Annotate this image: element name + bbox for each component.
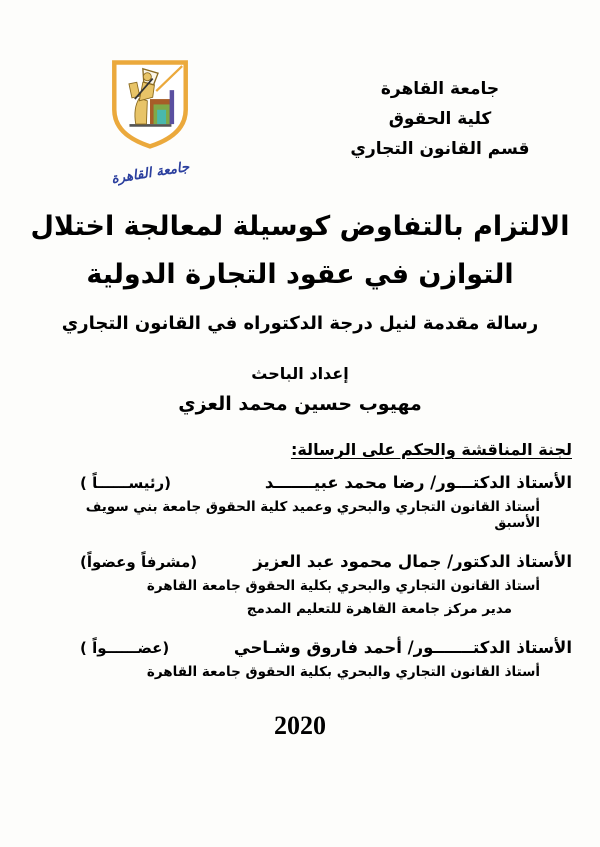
member-description: أستاذ القانون التجاري والبحري وعميد كلية الحقوق جامعة بني سويف الأسبق — [85, 499, 540, 531]
member-name-row — [80, 552, 572, 571]
prepared-by-label: إعداد الباحث — [251, 364, 349, 383]
university-name: جامعة القاهرة — [380, 79, 500, 99]
thesis-title-line2: التوازن في عقود التجارة الدولية — [86, 259, 514, 290]
member-role: (رئيســــــاً ) — [80, 474, 171, 492]
university-shield-icon — [102, 58, 198, 158]
faculty-name: كلية الحقوق — [388, 109, 492, 129]
thesis-title — [0, 203, 600, 299]
committee-member-2 — [80, 552, 572, 617]
author-name: مهيوب حسين محمد العزي — [178, 393, 422, 415]
member-name-row — [80, 638, 572, 657]
member-role: (مشرفاً وعضواً) — [80, 553, 198, 571]
member-description: أستاذ القانون التجاري والبحري بكلية الحقوق جامعة القاهرة — [146, 578, 540, 594]
thesis-subtitle: رسالة مقدمة لنيل درجة الدكتوراه في القانون التجاري — [61, 313, 539, 334]
cairo-university-emblem — [98, 58, 202, 188]
committee-member-1 — [80, 473, 572, 531]
committee-heading: لجنة المناقشة والحكم على الرسالة: — [290, 440, 572, 459]
university-header — [320, 74, 560, 164]
committee-member-3 — [80, 638, 572, 680]
member-name: الأستاذ الدكتـــور/ رضا محمد عبيـــــــد — [264, 473, 572, 492]
publication-year: 2020 — [274, 711, 326, 740]
member-role: (عضــــــواً ) — [80, 639, 170, 657]
page-header — [0, 0, 600, 188]
member-name: الأستاذ الدكتـــــــور/ أحمد فاروق وشـاحي — [233, 638, 572, 657]
member-name: الأستاذ الدكتور/ جمال محمود عبد العزيز — [253, 552, 572, 571]
emblem-caption: جامعة القاهرة — [109, 158, 191, 188]
department-name: قسم القانون التجاري — [350, 139, 530, 159]
thesis-title-line1: الالتزام بالتفاوض كوسيلة لمعالجة اختلال — [30, 211, 570, 242]
member-name-row — [80, 473, 572, 492]
member-description: مدير مركز جامعة القاهرة للتعليم المدمج — [246, 601, 512, 617]
member-description: أستاذ القانون التجاري والبحري بكلية الحقوق جامعة القاهرة — [146, 664, 540, 680]
committee-section — [0, 440, 600, 680]
